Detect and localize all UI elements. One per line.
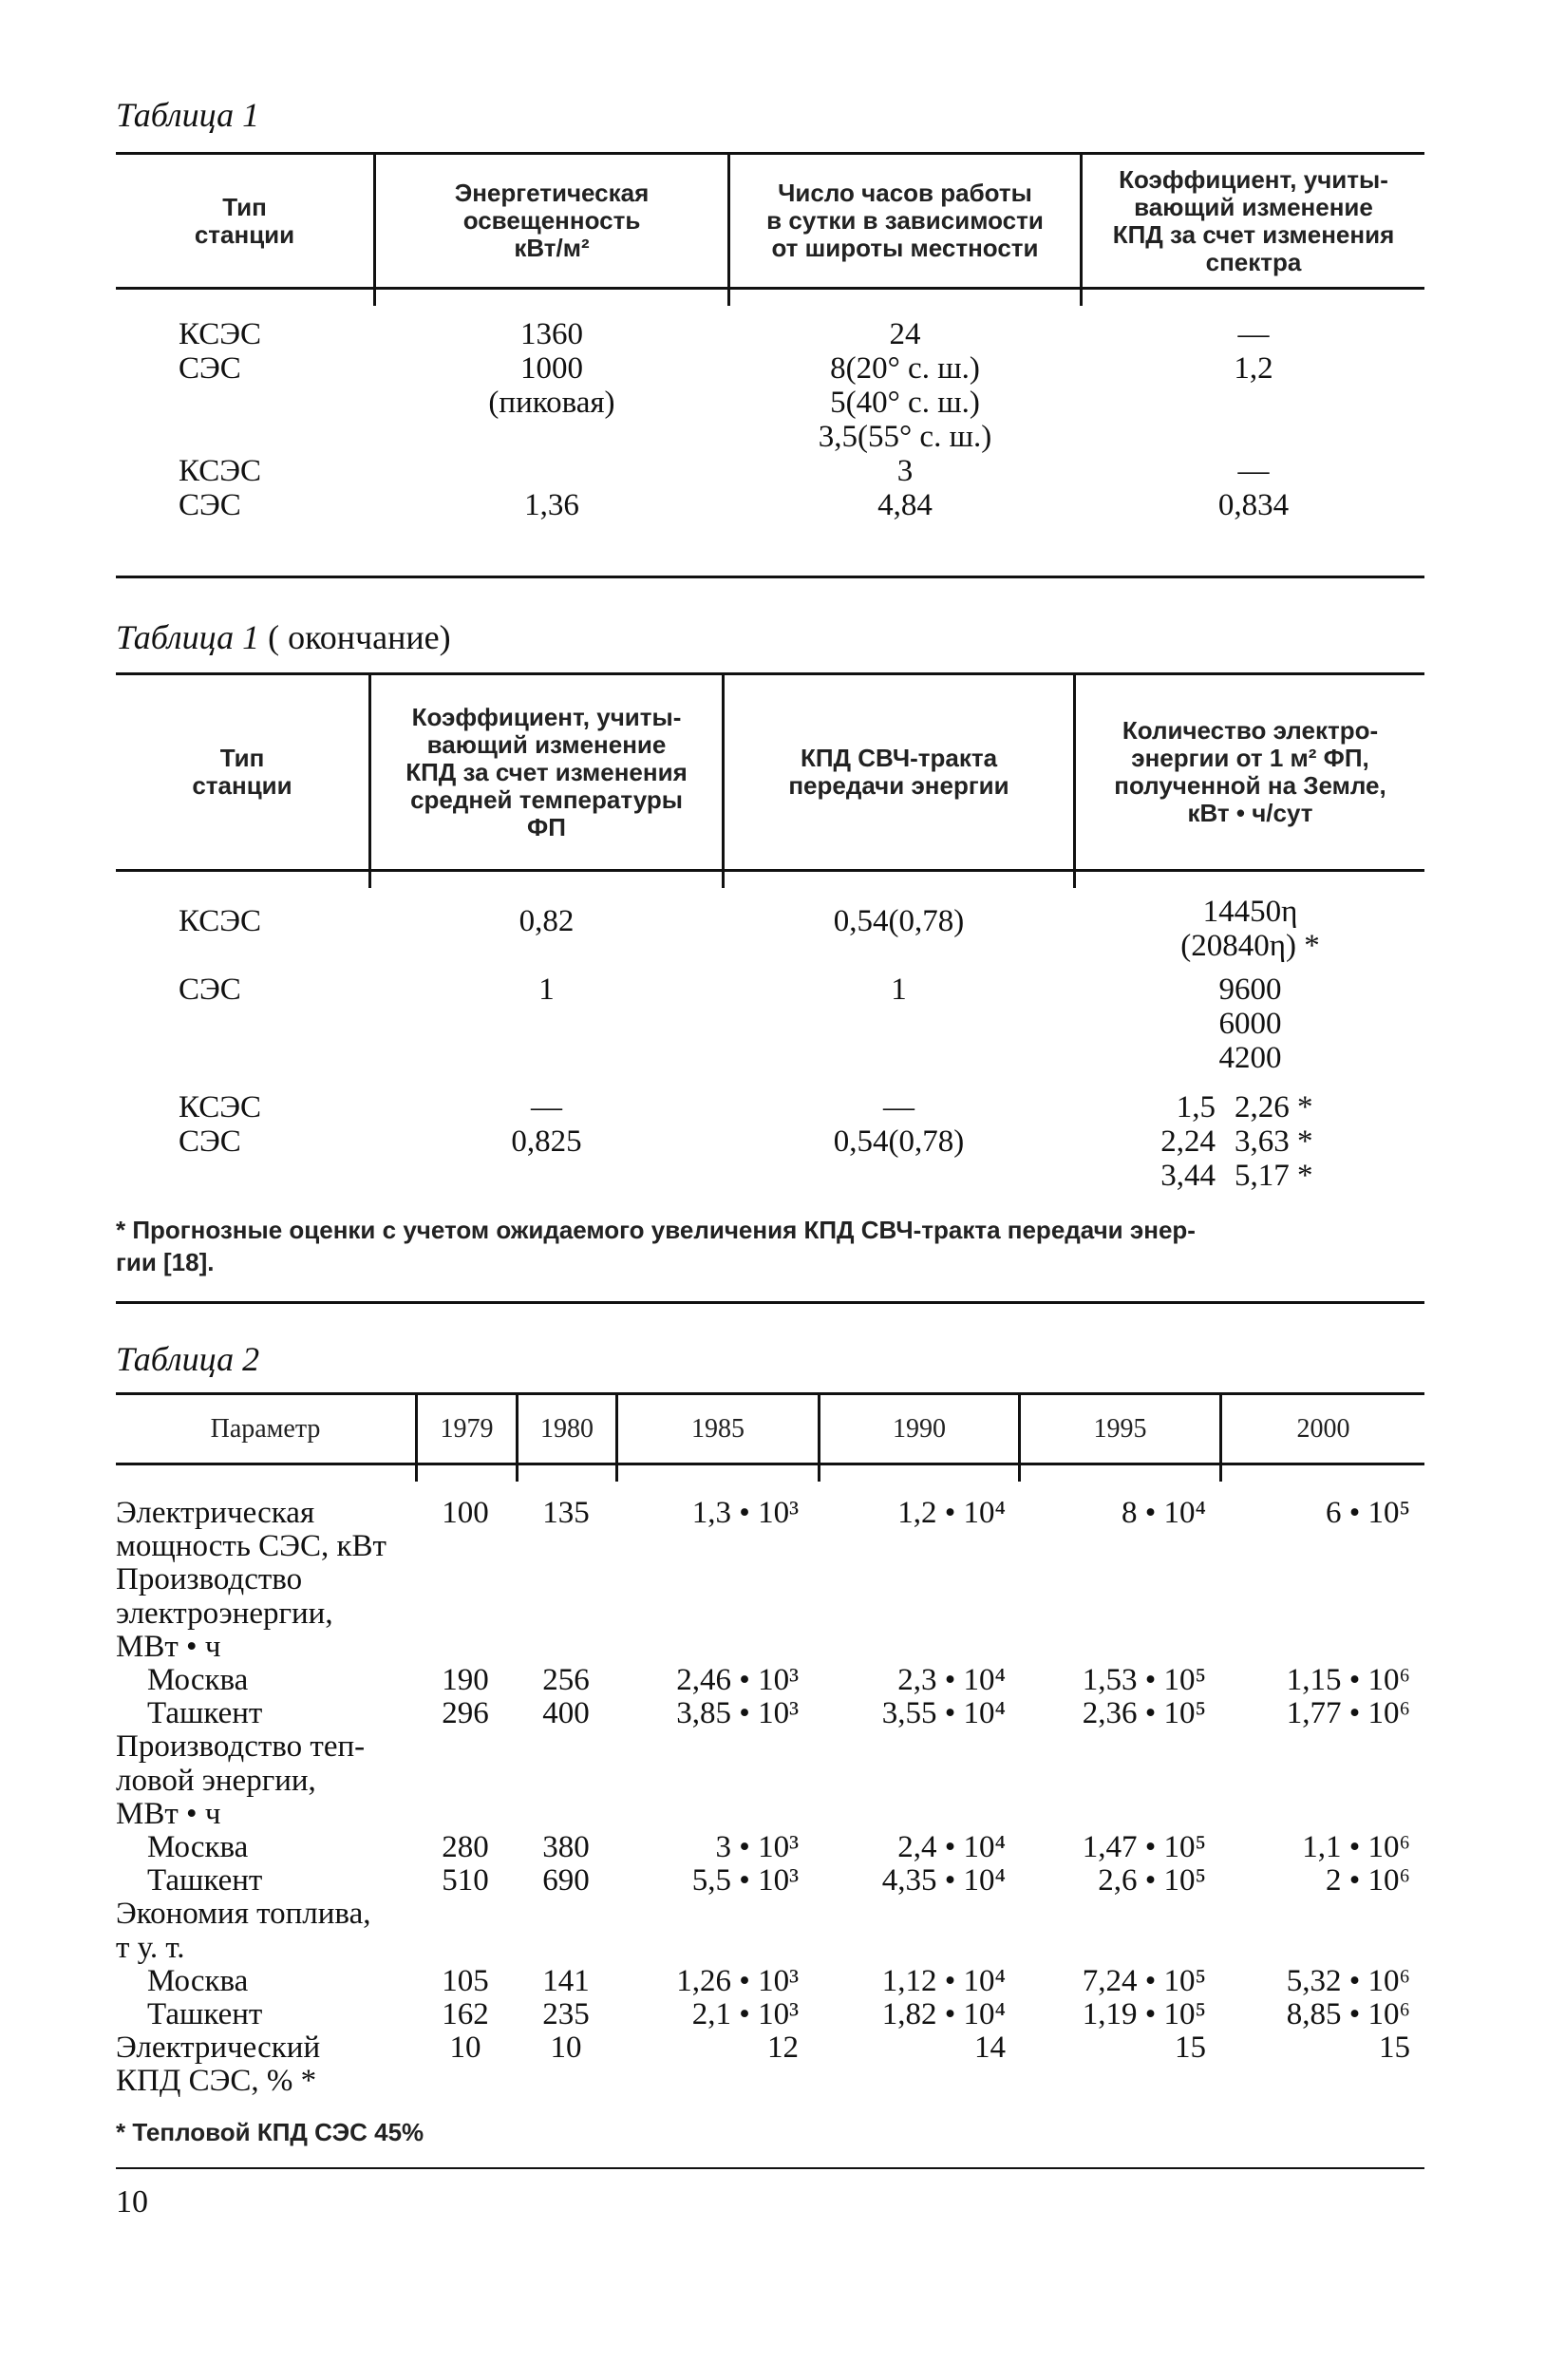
table1-bottom-rule xyxy=(116,576,1424,578)
table1b-header-kpd: КПД СВЧ-тракта передачи энергии xyxy=(788,744,1009,800)
page-number: 10 xyxy=(116,2184,148,2219)
table2-col-1979: 100 190 296 280 510 105 162 10 xyxy=(442,1496,489,2066)
table1b-r3-type: КСЭС СЭС xyxy=(179,1090,261,1159)
table1b-r2-type: СЭС xyxy=(179,973,241,1007)
table1b-footnote: * Прогнозные оценки с учетом ожидаемого увеличения КПД СВЧ-тракта передачи энер- гии [18]. xyxy=(116,1216,1196,1276)
table2-footnote: * Тепловой КПД СЭС 45% xyxy=(116,2118,424,2146)
table2-col-1985: 1,3 • 10³ 2,46 • 10³ 3,85 • 10³ 3 • 10³ 5,5 • 10³ 1,26 • 10³ 2,1 • 10³ 12 xyxy=(676,1496,799,2066)
table1b-header-type: Тип станции xyxy=(192,744,292,800)
table2-header-1985: 1985 xyxy=(691,1414,745,1444)
table1b-r3-kpd: — 0,54(0,78) xyxy=(833,1090,965,1159)
table1b-r3-qty-b: 2,26 * 3,63 * 5,17 * xyxy=(1235,1090,1313,1193)
table2-col-1980: 135 256 400 380 690 141 235 10 xyxy=(542,1496,590,2066)
table1b-r2-coef: 1 xyxy=(538,973,555,1007)
table1-caption xyxy=(116,95,259,135)
table2-header-1990: 1990 xyxy=(893,1414,946,1444)
table1-caption-text: Таблица 1 xyxy=(116,96,260,134)
table2-col-param: Электрическая мощность СЭС, кВт Производство электроэнергии, МВт • ч Москва Ташкент Производство теп- ловой энергии, МВт • ч Москва Ташкент Экономия топлива, т у. т. Москва Ташкент Электрический КПД СЭС, % * xyxy=(116,1496,386,2099)
table1b-r1-kpd: 0,54(0,78) xyxy=(833,904,965,938)
table2-col-1995: 8 • 10⁴ 1,53 • 10⁵ 2,36 • 10⁵ 1,47 • 10⁵ 2,6 • 10⁵ 7,24 • 10⁵ 1,19 • 10⁵ 15 xyxy=(1082,1496,1206,2066)
table1b-r3-coef: — 0,825 xyxy=(511,1090,582,1159)
table1-col-hours: 24 8(20° с. ш.) 5(40° с. ш.) 3,5(55° с. ш.) 3 4,84 xyxy=(818,317,992,522)
table2-header-1979: 1979 xyxy=(440,1414,494,1444)
table2-col-1990: 1,2 • 10⁴ 2,3 • 10⁴ 3,55 • 10⁴ 2,4 • 10⁴ 4,35 • 10⁴ 1,12 • 10⁴ 1,82 • 10⁴ 14 xyxy=(881,1496,1006,2066)
table1b-r1-type: КСЭС xyxy=(179,904,261,938)
table1-col-coef: — 1,2 — 0,834 xyxy=(1217,317,1290,522)
table1-header-type: Тип станции xyxy=(194,192,295,249)
table2-caption xyxy=(116,1339,259,1379)
table1b-header-qty: Количество электро- энергии от 1 м² ФП, полученной на Земле, кВт • ч/сут xyxy=(1114,716,1386,827)
table2-header-1995: 1995 xyxy=(1093,1414,1147,1444)
table1b-bottom-rule xyxy=(116,1301,1424,1304)
table1-header-hours: Число часов работы в сутки в зависимости от широты местности xyxy=(766,179,1044,262)
table1b-r2-qty: 9600 6000 4200 xyxy=(1218,973,1282,1075)
table1b-r1-qty: 14450η (20840η) * xyxy=(1180,895,1320,963)
table2-col-2000: 6 • 10⁵ 1,15 • 10⁶ 1,77 • 10⁶ 1,1 • 10⁶ 2 • 10⁶ 5,32 • 10⁶ 8,85 • 10⁶ 15 xyxy=(1286,1496,1410,2066)
table1b-r3-qty-a: 1,5 2,24 3,44 xyxy=(1160,1090,1216,1193)
table2-header-rule xyxy=(116,1463,1424,1465)
table1b-header-rule xyxy=(116,869,1424,872)
table1b-caption-text: Таблица 1 xyxy=(116,618,260,656)
table1b-r2-kpd: 1 xyxy=(891,973,907,1007)
table1-header-rule xyxy=(116,287,1424,290)
table2-bottom-rule xyxy=(116,2167,1424,2169)
table1b-header-coef: Коэффициент, учиты- вающий изменение КПД за счет изменения средней температуры ФП xyxy=(405,702,688,841)
table1b-caption xyxy=(116,617,451,657)
table2-header-1980: 1980 xyxy=(540,1414,594,1444)
table1-col-type: КСЭС СЭС КСЭС СЭС xyxy=(179,317,261,522)
table2-header-2000: 2000 xyxy=(1296,1414,1350,1444)
table1-header-energy: Энергетическая освещенность кВт/м² xyxy=(454,179,650,262)
table2-header-param: Параметр xyxy=(210,1414,321,1444)
table1b-caption-suffix: ( окончание) xyxy=(259,618,451,656)
table1b-r1-coef: 0,82 xyxy=(518,904,575,938)
table1-header-coef: Коэффициент, учиты- вающий изменение КПД за счет изменения спектра xyxy=(1112,164,1395,276)
table2-caption-text: Таблица 2 xyxy=(116,1340,260,1378)
table1-col-energy: 1360 1000 (пиковая) 1,36 xyxy=(488,317,615,522)
